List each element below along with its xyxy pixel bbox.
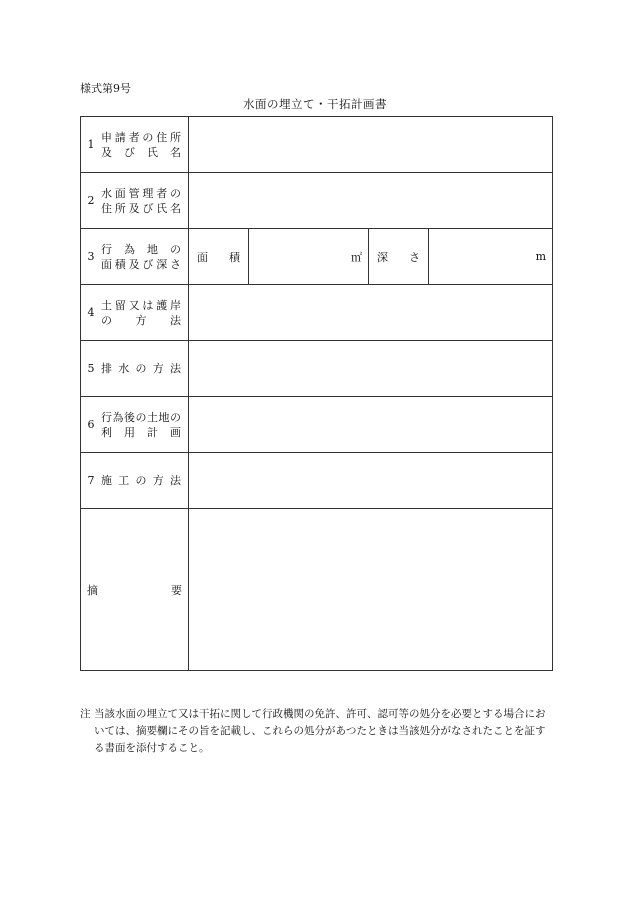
row-label-line1: 土留又は護岸 — [101, 298, 181, 312]
row-number: 1 — [87, 138, 95, 151]
row-label-line1: 水面管理者の — [101, 186, 181, 200]
row-label-line2: 利 用 計 画 — [101, 425, 181, 439]
row-label-line1: 行 為 地 の — [101, 242, 181, 256]
form-row-4 — [81, 285, 553, 341]
form-row-6 — [81, 397, 553, 453]
depth-field[interactable] — [429, 229, 553, 285]
row-number: 5 — [87, 362, 95, 375]
area-field[interactable] — [249, 229, 369, 285]
note-mark: 注 — [80, 708, 91, 720]
footnote — [80, 706, 555, 757]
construction-method-field[interactable] — [189, 453, 553, 509]
form-row-1 — [81, 117, 553, 173]
drainage-method-field[interactable] — [189, 341, 553, 397]
form-number: 様式第9号 — [80, 82, 131, 95]
row-number: 4 — [87, 306, 95, 319]
row-label — [81, 173, 189, 229]
form-row-summary — [81, 509, 553, 671]
form-row-7 — [81, 453, 553, 509]
depth-label: 深 さ — [369, 229, 429, 285]
row-number: 3 — [87, 250, 95, 263]
row-label-line1: 申請者の住所 — [101, 130, 181, 144]
row-label — [81, 285, 189, 341]
summary-field[interactable] — [189, 509, 553, 671]
row-label-line1: 行為後の土地の — [101, 410, 181, 424]
row-number: 6 — [87, 418, 95, 431]
row-label — [81, 229, 189, 285]
form-row-3 — [81, 229, 553, 285]
form-row-2 — [81, 173, 553, 229]
row-label-line2: 及 び 氏 名 — [101, 145, 181, 159]
row-label — [81, 453, 189, 509]
row-label-line2: の 方 法 — [101, 313, 181, 327]
form-title: 水面の埋立て・干拓計画書 — [243, 97, 387, 111]
application-form-table — [80, 116, 553, 671]
water-manager-field[interactable] — [189, 173, 553, 229]
row-label-line2: 住所及び氏名 — [101, 201, 181, 215]
row-label — [81, 397, 189, 453]
row-number: 2 — [87, 194, 95, 207]
retaining-method-field[interactable] — [189, 285, 553, 341]
note-text: 当該水面の埋立て又は干拓に関して行政機関の免許、許可、認可等の処分を必要とする場合においては、摘要欄にその旨を記載し、これらの処分があつたときは当該処分がなされたことを証する書面を添付すること。 — [94, 708, 546, 754]
summary-label: 摘 要 — [81, 509, 189, 671]
row-label-line2: 面積及び深さ — [101, 257, 181, 271]
row-number: 7 — [87, 474, 95, 487]
row-label — [81, 341, 189, 397]
row-label-line1: 施 工 の 方 法 — [101, 474, 181, 487]
row-label — [81, 117, 189, 173]
depth-unit: m — [535, 250, 546, 263]
area-unit: ㎡ — [351, 250, 362, 264]
form-row-5 — [81, 341, 553, 397]
land-use-plan-field[interactable] — [189, 397, 553, 453]
row-label-line1: 排 水 の 方 法 — [101, 362, 181, 375]
area-label: 面 積 — [189, 229, 249, 285]
applicant-field[interactable] — [189, 117, 553, 173]
